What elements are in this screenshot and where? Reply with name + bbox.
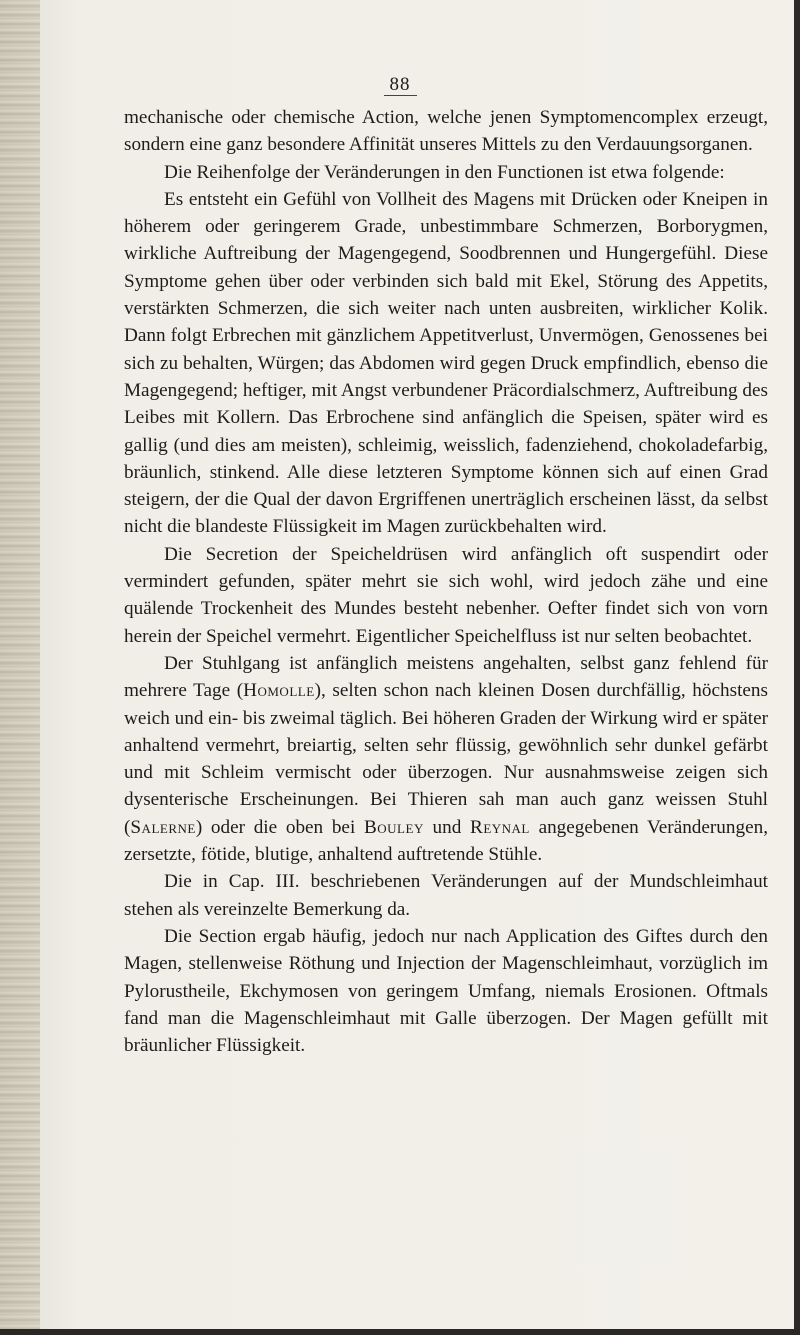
text-run: ) oder die oben bei — [195, 816, 364, 838]
text-run: Die Secretion der Speicheldrüsen wird anfänglich oft suspendirt oder vermindert gefunden, später mehrt sie sich wohl, wird jedoch zähe und eine quälende Trockenheit des Mundes besteht nebenher. Oefter findet sich von vorn herein der Speichel vermehrt. Eigentlicher Speichelfluss ist nur selten beobachtet. — [124, 543, 768, 647]
body-text — [124, 104, 768, 1059]
paragraph — [124, 650, 768, 868]
text-run: und — [423, 816, 471, 838]
author-name: Bouley — [363, 816, 424, 838]
text-run: angegebenen Veränderungen, zersetzte, fötide, blutige, anhaltend auftretende Stühle. — [124, 816, 768, 866]
paragraph — [124, 923, 768, 1059]
text-run: Es entsteht ein Gefühl von Vollheit des Magens mit Drücken oder Kneipen in höherem oder geringerem Grade, unbestimmbare Schmerzen, Borborygmen, wirkliche Auftreibung der Magengegend, Soodbrennen und Hungergefühl. Diese Symptome gehen über oder verbinden sich bald mit Ekel, Störung des Appetits, verstärkten Schmerzen, die sich weiter nach unten ausbreiten, wirklicher Kolik. Dann folgt Erbrechen mit gänzlichem Appetitverlust, Unvermögen, Genossenes bei sich zu behalten, Würgen; das Abdomen wird gegen Druck empfindlich, ebenso die Magengegend; heftiger, mit Angst verbundener Präcordialschmerz, Auftreibung des Leibes mit Kollern. Das Erbrochene sind anfänglich die Speisen, später wird es gallig (und dies am meisten), schleimig, weisslich, fadenziehend, chokoladefarbig, bräunlich, stinkend. Alle diese letzteren Symptome können sich auf einen Grad steigern, der die Qual der davon Ergriffenen unerträglich erscheinen lässt, da selbst nicht die blandeste Flüssigkeit im Magen zurückbehalten wird. — [124, 188, 768, 538]
author-name: Homolle — [243, 680, 315, 702]
page-bottom-edge — [0, 1329, 800, 1335]
text-run: Der Stuhlgang ist anfänglich meistens angehalten, selbst ganz fehlend für mehrere Tage ( — [124, 652, 768, 702]
text-run: mechanische oder chemische Action, welche jenen Symptomencomplex erzeugt, sondern eine ganz besondere Affinität unseres Mittels zu den Verdauungsorganen. — [124, 107, 768, 156]
page-edge — [794, 0, 800, 1335]
paragraph — [124, 104, 768, 159]
author-name: Salerne — [130, 816, 196, 838]
text-run: ), selten schon nach kleinen Dosen durchfällig, höchstens weich und ein- bis zweimal täglich. Bei höheren Graden der Wirkung wird er später anhaltend vermehrt, breiartig, selten sehr flüssig, gewöhnlich sehr dunkel gefärbt und mit Schleim vermischt oder überzogen. Nur ausnahmsweise zeigen sich dysenterische Erscheinungen. Bei Thieren sah man auch ganz weissen Stuhl ( — [124, 680, 768, 838]
paragraph — [124, 868, 768, 923]
text-run: Die Section ergab häufig, jedoch nur nach Application des Giftes durch den Magen, stellenweise Röthung und Injection der Magenschleimhaut, vorzüglich im Pylorustheile, Ekchymosen von geringem Umfang, niemals Erosionen. Oftmals fand man die Magenschleimhaut mit Galle überzogen. Der Magen gefüllt mit bräunlicher Flüssigkeit. — [124, 925, 768, 1057]
text-run: Die in Cap. III. beschriebenen Veränderungen auf der Mundschleimhaut stehen als vereinzelte Bemerkung da. — [124, 871, 768, 920]
paragraph — [124, 541, 768, 650]
paragraph — [124, 159, 768, 186]
paragraph — [124, 186, 768, 541]
text-run: Die Reihenfolge der Veränderungen in den Functionen ist etwa folgende: — [164, 161, 725, 183]
page-number: 88 — [0, 74, 800, 96]
book-gutter — [0, 0, 40, 1335]
author-name: Reynal — [470, 816, 530, 838]
